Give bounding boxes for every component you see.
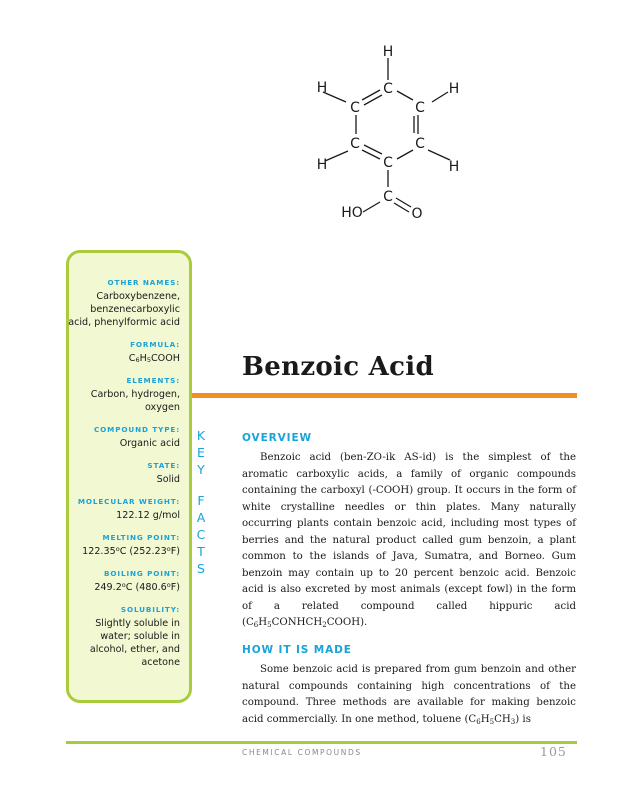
fact-solubility	[68, 605, 180, 669]
key-facts-list	[68, 278, 180, 680]
fact-value: Carboxybenzene, benzenecarboxylic acid, phenylformic acid	[68, 291, 180, 328]
fact-label: COMPOUND TYPE:	[93, 425, 180, 434]
atom-c-top: C	[383, 81, 393, 97]
overview-paragraph	[242, 450, 576, 632]
atom-c-bottom: C	[383, 155, 393, 171]
how-made-text: Some benzoic acid is prepared from gum benzoin and other natural compounds containing high concentrations of the compound. Three methods are available for making benzoic acid commercially. In one method, toluene $(C_6H_5CH_3)$ is	[242, 664, 576, 726]
page-title: Benzoic Acid	[242, 352, 434, 382]
atom-c-upper-left: C	[350, 100, 360, 116]
fact-label: MELTING POINT:	[102, 533, 180, 542]
key-facts-vertical-label	[192, 427, 210, 577]
overview-text: Benzoic acid (ben-ZO-ik AS-id) is the simplest of the aromatic carboxylic acids, a family of organic compounds containing the carboxyl (-COOH) group. It occurs in the form of white crystalline needles or thin plates. Many naturally occurring plants contain benzoic acid, including most types of berries and the natural product called gum benzoin, a plant common to the islands of Java, Sumatra, and Borneo. Gum benzoin may contain up to 20 percent benzoic acid. Benzoic acid is also excreted by most animals (except fowl) in the form of a related compound called hippuric acid $(C_6H_5CONHCH_2COOH)$.	[242, 452, 576, 629]
atom-hydroxyl: HO	[341, 205, 363, 221]
how-made-paragraph	[242, 662, 576, 728]
fact-other-names	[68, 278, 180, 329]
atom-h-top: H	[382, 44, 394, 60]
fact-value: Solid	[156, 474, 180, 485]
atom-c-lower-left: C	[350, 136, 360, 152]
vertical-label-letter: T	[197, 544, 205, 559]
fact-label: ELEMENTS:	[126, 376, 180, 385]
atom-c-carboxyl: C	[383, 189, 393, 205]
bond-h-lower-right	[428, 150, 450, 160]
key-facts-box	[66, 250, 192, 703]
fact-label: FORMULA:	[130, 340, 180, 349]
fact-label: OTHER NAMES:	[107, 278, 180, 287]
bond-h-upper-right	[432, 92, 448, 102]
fact-value: 122.35$^o$C (252.23$^o$F)	[82, 545, 180, 557]
fact-label: SOLUBILITY:	[120, 605, 180, 614]
footer-rule	[66, 741, 577, 744]
ring-bond-1	[362, 90, 380, 100]
fact-label: MOLECULAR WEIGHT:	[77, 497, 180, 506]
fact-value: Carbon, hydrogen, oxygen	[90, 389, 180, 413]
vertical-label-letter: E	[197, 445, 205, 460]
vertical-label-letter: A	[196, 510, 206, 525]
benzoic-acid-structure	[300, 36, 490, 226]
vertical-label-letter: F	[197, 493, 205, 508]
ring-bond-2	[397, 91, 413, 100]
vertical-label-letter: Y	[197, 462, 205, 477]
ring-bond-4	[397, 150, 413, 159]
atom-h-upper-right: H	[448, 81, 460, 97]
fact-value: Slightly soluble in water; soluble in alcohol, ether, and acetone	[89, 618, 180, 668]
fact-value: 249.2$^o$C (480.6$^o$F)	[94, 581, 180, 593]
fact-molecular-weight	[68, 497, 180, 522]
fact-boiling-point	[68, 569, 180, 594]
fact-state	[68, 461, 180, 486]
fact-label: STATE:	[147, 461, 180, 470]
atom-h-upper-left: H	[316, 80, 328, 96]
fact-elements	[68, 376, 180, 414]
vertical-label-letter: K	[196, 428, 206, 443]
fact-label: BOILING POINT:	[104, 569, 180, 578]
vertical-label-letter: S	[197, 561, 205, 576]
title-rule	[192, 393, 577, 398]
fact-formula	[68, 340, 180, 365]
bond-h-lower-left	[325, 151, 348, 161]
overview-heading: OVERVIEW	[242, 432, 313, 444]
atom-h-lower-left: H	[316, 157, 328, 173]
atom-oxygen: O	[411, 206, 423, 222]
structure-diagram	[300, 36, 490, 226]
atom-h-lower-right: H	[448, 159, 460, 175]
atom-c-lower-right: C	[415, 136, 425, 152]
how-made-heading: HOW IT IS MADE	[242, 644, 352, 656]
page-number: 105	[540, 744, 567, 759]
footer-section-name: CHEMICAL COMPOUNDS	[242, 748, 362, 757]
vertical-label-letter: C	[196, 527, 206, 542]
fact-value: 122.12 g/mol	[116, 510, 180, 521]
fact-value: $C_6H_5COOH$	[128, 353, 180, 364]
fact-melting-point	[68, 533, 180, 558]
fact-compound-type	[68, 425, 180, 450]
atom-c-upper-right: C	[415, 100, 425, 116]
bond-hydroxyl	[363, 202, 380, 212]
fact-value: Organic acid	[119, 438, 180, 449]
ring-bond-1-double	[364, 95, 382, 105]
